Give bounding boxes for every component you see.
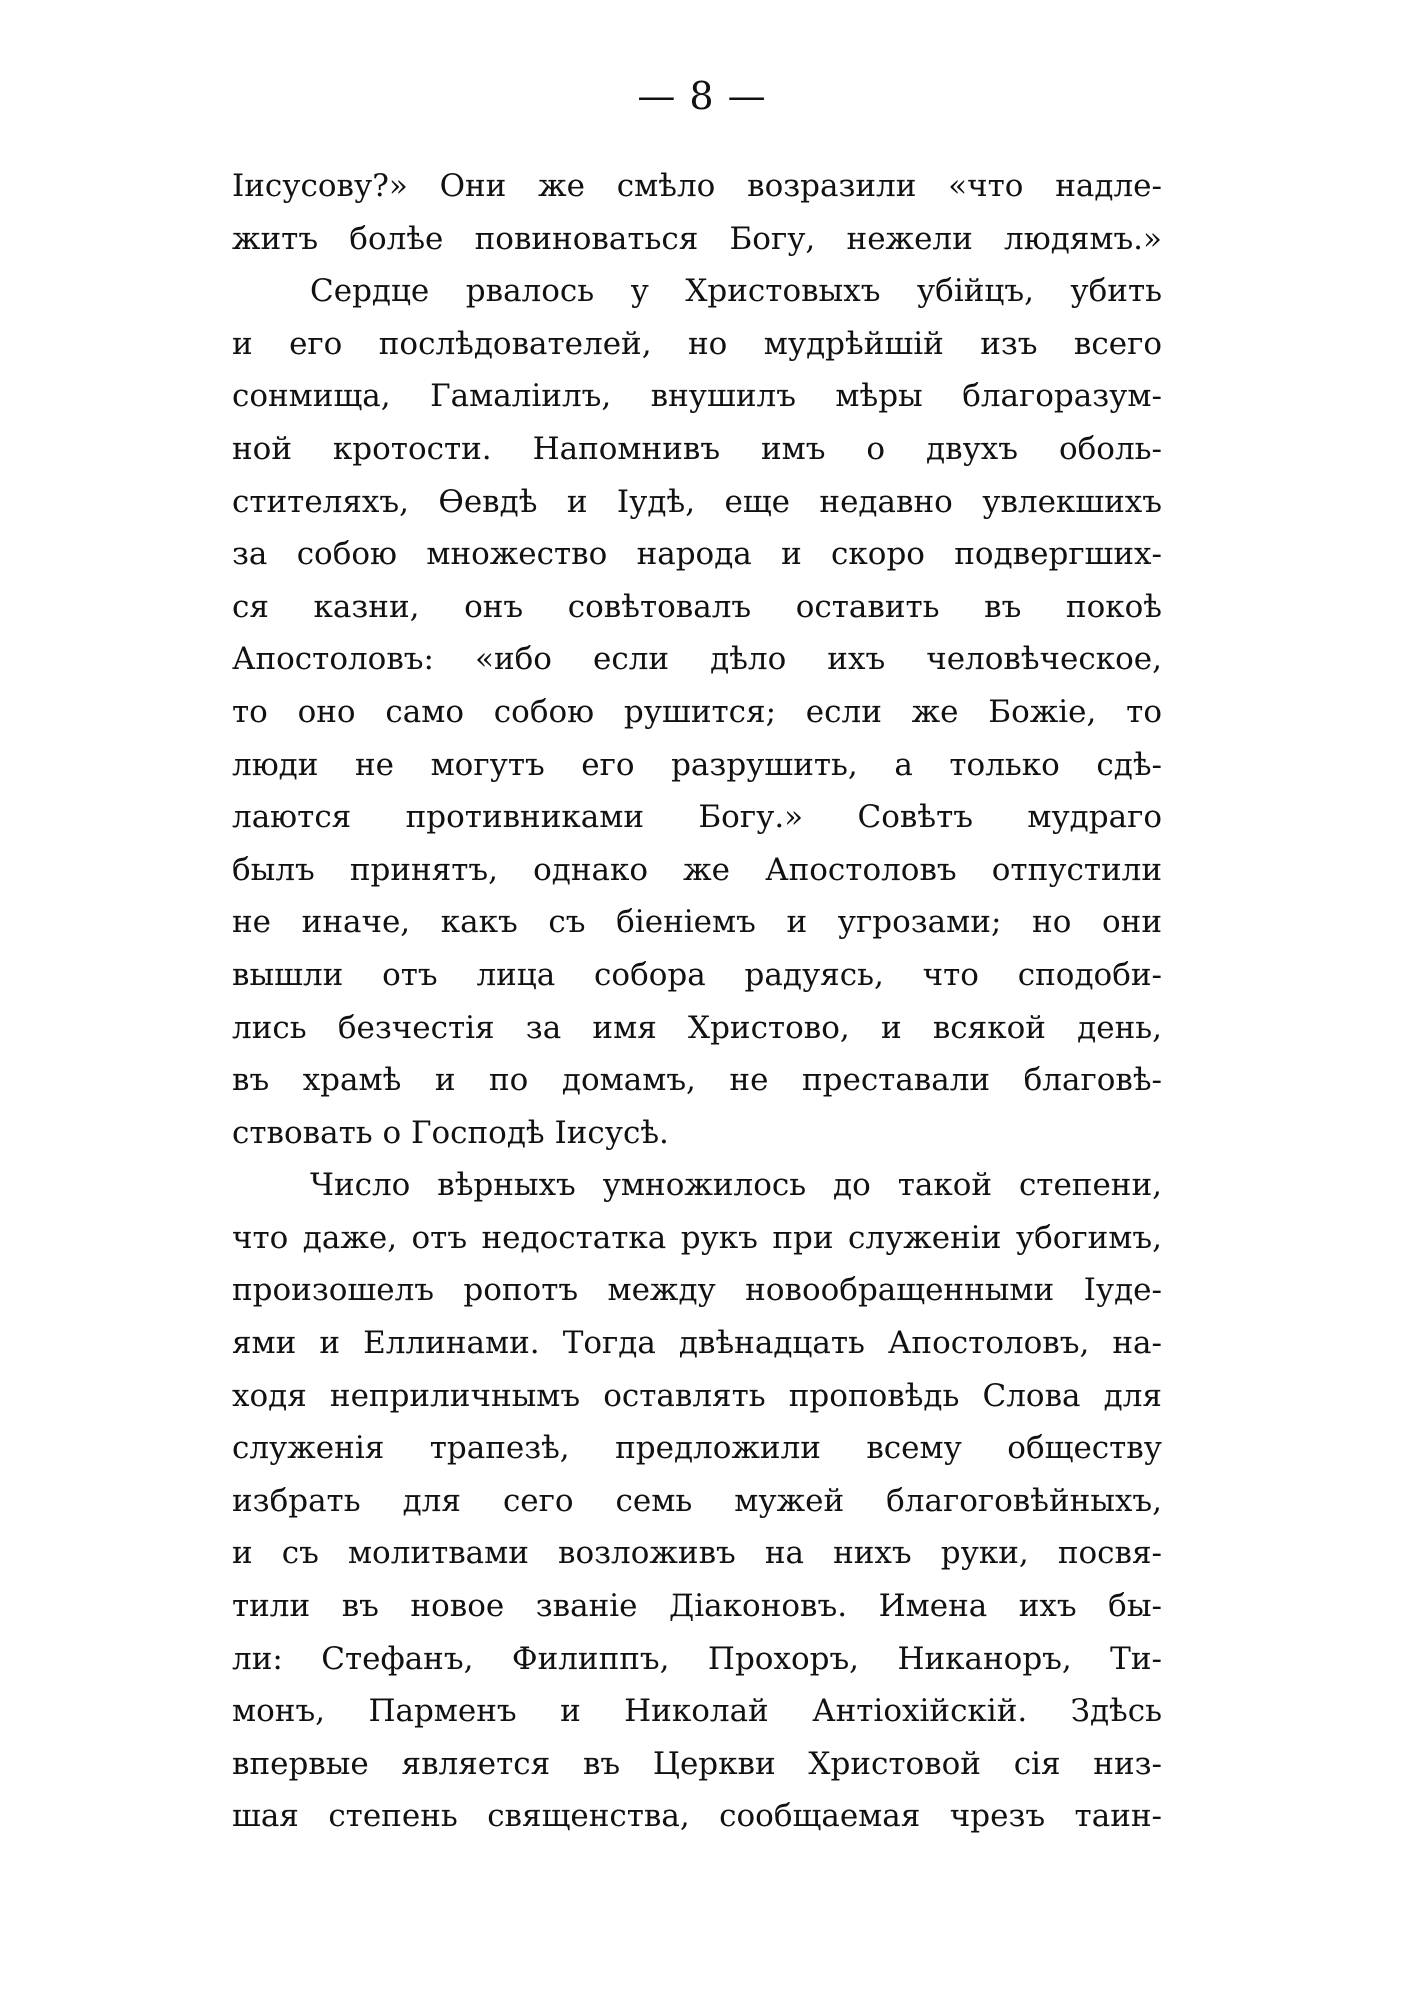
text-line: Апостоловъ: «ибо если дѣло ихъ человѣческое, (232, 641, 1162, 678)
text-line: лаются противниками Богу.» Совѣтъ мудраго (232, 799, 1162, 836)
text-line: ли: Стефанъ, Филиппъ, Прохоръ, Никаноръ, Ти- (232, 1640, 1162, 1677)
text-line: тили въ новое званіе Діаконовъ. Имена ихъ бы- (232, 1588, 1162, 1625)
text-line: ходя неприличнымъ оставлять проповѣдь Слова для (232, 1377, 1162, 1414)
text-line: за собою множество народа и скоро подвергших- (232, 536, 1162, 573)
text-line: шая степень священства, сообщаемая чрезъ таин- (232, 1798, 1162, 1835)
text-line: впервые является въ Церкви Христовой сія низ- (232, 1745, 1162, 1782)
text-line: лись безчестія за имя Христово, и всякой день, (232, 1009, 1162, 1046)
text-line: не иначе, какъ съ біеніемъ и угрозами; но они (232, 904, 1162, 941)
text-line: въ храмѣ и по домамъ, не преставали благовѣ- (232, 1062, 1162, 1099)
text-line: что даже, отъ недостатка рукъ при служеніи убогимъ, (232, 1219, 1162, 1256)
text-line: стителяхъ, Ѳевдѣ и Іудѣ, еще недавно увлекшихъ (232, 483, 1162, 520)
body-text (232, 160, 1162, 1843)
text-line: ся казни, онъ совѣтовалъ оставить въ покоѣ (232, 588, 1162, 625)
text-line: произошелъ ропотъ между новообращенными Іуде- (232, 1272, 1162, 1309)
text-line: и съ молитвами возложивъ на нихъ руки, посвя- (232, 1535, 1162, 1572)
paragraph-start-line: Число вѣрныхъ умножилось до такой степени, (310, 1167, 1162, 1204)
text-line: ной кротости. Напомнивъ имъ о двухъ оболь- (232, 430, 1162, 467)
text-line: люди не могутъ его разрушить, а только сдѣ- (232, 746, 1162, 783)
text-line: и его послѣдователей, но мудрѣйшій изъ всего (232, 325, 1162, 362)
paragraph-end-line: ствовать о Господѣ Іисусѣ. (232, 1114, 669, 1151)
page-number: — 8 — (637, 74, 767, 118)
paragraph-start-line: Сердце рвалось у Христовыхъ убійцъ, убить (310, 273, 1162, 310)
text-line: избрать для сего семь мужей благоговѣйныхъ, (232, 1482, 1162, 1519)
text-line: то оно само собою рушится; если же Божіе, то (232, 693, 1162, 730)
text-line: Іисусову?» Они же смѣло возразили «что надле- (232, 168, 1162, 204)
text-line: монъ, Парменъ и Николай Антіохійскій. Здѣсь (232, 1693, 1162, 1730)
text-line: сонмища, Гамаліилъ, внушилъ мѣры благоразум- (232, 378, 1162, 415)
text-line: ями и Еллинами. Тогда двѣнадцать Апостоловъ, на- (232, 1325, 1162, 1362)
text-line: былъ принятъ, однако же Апостоловъ отпустили (232, 851, 1162, 888)
text-line: житъ болѣе повиноваться Богу, нежели людямъ.» (232, 220, 1162, 257)
text-line: служенія трапезѣ, предложили всему обществу (232, 1430, 1162, 1467)
text-line: вышли отъ лица собора радуясь, что сподоби- (232, 956, 1162, 993)
